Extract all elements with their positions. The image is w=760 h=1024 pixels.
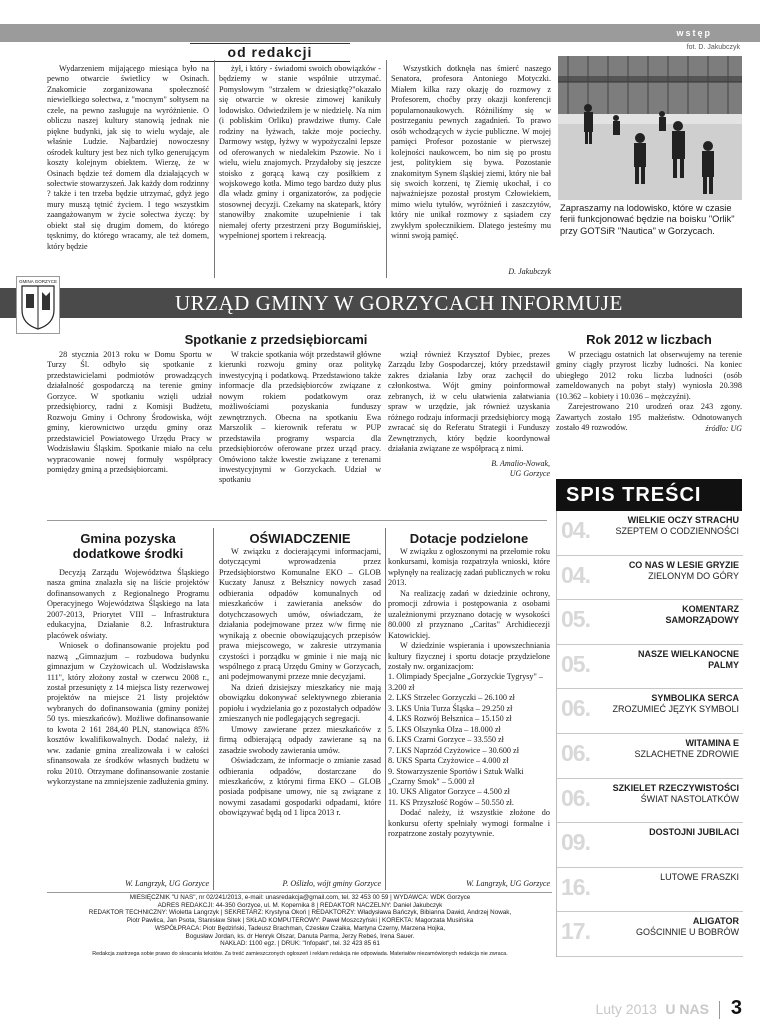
toc-item[interactable] — [557, 511, 743, 556]
toc-entry-subtitle: ZROZUMIEĆ JĘZYK SYMBOLI — [612, 704, 739, 715]
section-tag: wstęp — [676, 28, 712, 38]
divider — [385, 528, 386, 890]
toc-entry — [609, 604, 739, 626]
gmina-title: Gmina pozyska dodatkowe środki — [72, 531, 184, 561]
toc-title: SPIS TREŚCI — [556, 479, 742, 511]
rok-text: W przeciągu ostatnich lat obserwujemy na terenie gminy ciągły przyrost liczby ludności. Na koniec ubiegłego 2012 roku liczba ludności (osób zameldowanych na pobyt stały) wyniosła 20.398 (10.362 – kobiety i 10.036 – mężczyźni). Zarejestrowano 210 urodzeń oraz 243 zgony. Zawartych zostało 195 małżeństw. Odnotowanych zostało 49 rozwodów. — [556, 350, 742, 433]
toc-page-number: 05. — [561, 606, 590, 633]
oswiadczenie-signature: P. Oślizło, wójt gminy Gorzyce — [282, 879, 381, 888]
oswiadczenie-text: W związku z docierającymi informacjami, dotyczącymi wprowadzenia przez Przedsiębiorstwo Komunalne EKO – GLOB Kuczaty Janusz z Bełsznicy nowych zasad odbierania odpadów komunalnych od mieszkańców i zawierania aneksów do dotychczasowych umów, oświadczam, że działania podejmowane przez w/w firmę nie wynikają z obecnie obowiązujących przepisów prawa miejscowego, w zakresie utrzymania czystości i porządku w gminie i nie mają nic wspólnego z pracą Urzędu Gminy w Gorzycach, ani podejmowanymi przeze mnie decyzjami. Na dzień dzisiejszy mieszkańcy nie mają obowiązku dokonywać selektywnego zbierania popiołu i wydzielania go z pozostałych odpadów zmieszanych nie podlegających segregacji. Umowy zawierane przez mieszkańców z firmą odbierającą odpady zawierane są na zasadzie swobody zawierania umów. Oświadczam, że informacje o zmianie zasad odbierania odpadów, dostarczane do mieszkańców, z którymi firma EKO – GLOB posiada podpisane umowy, nie są związane z nowymi zasadami gospodarki odpadami, które obowiązywać będą od 1 lipca 2013 r. — [219, 547, 381, 818]
dotacje-list-item: 2. LKS Strzelec Gorzyczki – 26.100 zł — [388, 693, 515, 703]
toc-entry — [609, 649, 739, 671]
photo-credit: fot. D. Jakubczyk — [686, 44, 740, 51]
toc-entry-subtitle: ZIELONYM DO GÓRY — [648, 570, 739, 581]
toc-entry-title: KOMENTARZ SAMORZĄDOWY — [665, 604, 739, 626]
photo-caption: Zapraszamy na lodowisko, które w czasie ferii funkcjonować będzie na boisku "Orlik" przy GOTSiR "Nautica" w Gorzycach. — [560, 203, 735, 236]
rok-source: źródło: UG — [705, 424, 742, 433]
masthead: MIESIĘCZNIK "U NAS", nr 02/241/2013, e-mail: unasredakcja@gmail.com, tel. 32 453 00 59 | WYDAWCA: WDK Gorzyce ADRES REDAKCJI: 44-350 Gorzyce, ul. M. Kopernika 8 | REDAKTOR NACZELNY: Daniel Jakubczyk REDAKTOR TECHNICZNY: Wioletta Langrzyk | SEKRETARZ: Krystyna Okoń | REDAKTORZY: Władysława Bańczyk, Bibianna Dawid, Andrzej Nowak, Piotr Pawlica, Jan Psota, Stanisław Sitek | SKŁAD KOMPUTEROWY: Paweł Moszczyński | KOREKTA: Magorzata Musińska WSPÓŁPRACA: Piotr Będziński, Tadeusz Brachman, Czesław Czaika, Martyna Czerny, Marzena Hojka, Bogusław Jordan, ks. dr Henryk Olszar, Danuta Parma, Jerzy Rebeś, Irena Sauer. NAKŁAD: 1100 egz. | DRUK: "Infopakt", tel. 32 423 85 61 Redakcja zastrzega sobie prawo do skracania tekstów. Za treść zamieszczonych ogłoszeń i reklam redakcja nie odpowiada. Materiałów niezamówionych redakcja nie zwraca. — [88, 894, 512, 957]
toc-entry-title: ALIGATOR — [692, 916, 739, 927]
gmina-text: Decyzją Zarządu Województwa Śląskiego nasza gmina znalazła się na liście projektów dofinansowanych z Regionalnego Programu Operacyjnego Województwa Śląskiego na lata 2007-2013, Priorytet VIII – Infrastruktura edukacyjna, Działanie 8.2. Infrastruktura placówek oświaty. Wniosek o dofinansowanie projektu pod nazwą „Gimnazjum – rozbudowa budynku gimnazjum w Czyżowicach ul. Wodzisławska 111", który złożony został w czerwcu 2008 r., został przesunięty z 14 miejsca listy rezerwowej projektów na miejsce 21 listy projektów wybranych do dofinansowania (gminy poniżej 50 tys. mieszkańców). Możliwe dofinansowanie to kwota 2 161 284,40 PLN, stanowiąca 85% kosztów kwalifikowalnych. Dodać należy, iż ww. zadanie gmina zrealizowała i w całości sfinansowała ze środków własnych budżetu w roku 2010. Otrzymane dofinansowanie zostanie wykorzystane na zmniejszenie zadłużenia gminy. — [47, 568, 209, 787]
dotacje-list-item: 7. LKS Naprzód Czyżowice – 30.600 zł — [388, 745, 519, 755]
gmina-signature: W. Langrzyk, UG Gorzyce — [125, 879, 209, 888]
toc-entry — [609, 693, 739, 715]
toc-entry — [609, 827, 739, 838]
toc-page-number: 06. — [561, 740, 590, 766]
toc-entry-title: NASZE WIELKANOCNE PALMY — [638, 648, 739, 670]
toc-entry-title: WITAMINA E — [685, 738, 739, 748]
editorial-signature: D. Jakubczyk — [508, 267, 551, 276]
toc-entry — [609, 872, 739, 883]
editorial-col-2: żył, i który - świadomi swoich obowiązków - będziemy w stanie wspólnie utrzymać. Pomysłowym "strzałem w dziesiątkę?"okazało się otwarcie w okresie zimowej kanikuły lodowisko. Odwiedziłem je w niedzielę. Na nim (i pobliskim Orliku) prawdziwe tłumy. Całe rodziny na łyżwach, także moje pociechy. Darmowy wstęp, łyżwy w wypożyczalni lepsze od oferowanych w niedalekim Pszowie. No i wielu, wielu znajomych. Przydałoby się jeszcze stoisko z gorącą kawą czy posiłkiem z wojskowego kotła. Mimo tego bardzo duży plus dla władz gminy i organizatorów, za podjęcie stosownej decyzji. Czekamy na skatepark, który stanowiłby znakomite uzupełnienie i tak niemałej oferty przestrzeni przy Bogumińskiej, wypełnionej sportem i rekreacją. — [219, 64, 381, 241]
section-banner: URZĄD GMINY W GORZYCACH INFORMUJE — [0, 288, 742, 318]
dotacje-list-item: 5. LKS Olszynka Olza – 18.000 zł — [388, 724, 501, 734]
toc-page-number: 04. — [561, 561, 590, 588]
toc-item[interactable] — [557, 868, 743, 913]
toc-entry-subtitle: SZEPTEM O CODZIENNOŚCI — [615, 526, 739, 536]
dotacje-list-item: 3. LKS Unia Turza Śląska – 29.250 zł — [388, 703, 513, 713]
toc-item[interactable] — [557, 734, 743, 779]
divider — [719, 1001, 720, 1019]
toc-entry — [609, 560, 739, 582]
magazine-name: U NAS — [665, 1001, 709, 1017]
toc-page-number: 17. — [561, 918, 590, 945]
editorial-col-3: Wszystkich dotknęła nas śmierć naszego Senatora, profesora Antoniego Motyczki. Miałem kilka razy okazję do rozmowy z Profesorem, choćby przy okazji konferencji popularnonaukowych. Różniliśmy się w postrzeganiu pewnych zagadnień. To prawo osób wchodzących w życie publiczne. W mojej pamięci Profesor pozostanie w pierwszej kolejności naukowcem, bo nim się po prostu jest, politykiem się bywa. Pozostanie znakomitym Synem śląskiej ziemi, który nie bał się swoich korzeni, tę Ziemię ukochał, i co najważniejsze pozostał prostym Człowiekiem, mimo wielu tytułów, wyróżnień i zaszczytów, który nie unikał rozmowy z sąsiadem czy zwykłym społecznikiem. Dlatego jesteśmy mu winni swoją pamięć. — [391, 64, 551, 241]
editorial-col-1: Wydarzeniem mijającego miesiąca było na pewno otwarcie świetlicy w Osinach. Znakomicie zorganizowana społeczność niewielkiego sołectwa, z "mocnym" sołtysem na czele, na pewno zasługuje na wyróżnienie. O obliczu naszej kultury stanowią jednak nie piękne budynki, jak się to wielu wydaje, ale właśnie Ludzie. Najbardziej nowoczesny ośrodek kultury jest bez nich tylko generującym koszty kolejnym obiektem. Wierzę, że w Osinach będzie teź domem dla działających w sołectwie stowarzyszeń. Jak każdy dom rodzinny ? także i ten trzeba będzie utrzymać, gdyż jego mury muszą tętnić życiem. I tego wszystkim zaangażowanym w życie sołectwa życzę: by obiekt stał się drugim domem, do którego tęsknimy, do którego wracamy, ale też domem, który będzie — [47, 64, 209, 251]
crest-label: GMINA GORZYCE — [18, 279, 57, 284]
dotacje-list-item: 4. LKS Rozwój Bełsznica – 15.150 zł — [388, 714, 512, 724]
spotkanie-col-1: 28 stycznia 2013 roku w Domu Sportu w Turzy Śl. odbyło się spotkanie z przedstawicielami podmiotów prowadzących działalność gospodarczą na terenie gminy Gorzyce. W spotkaniu wzięli udział przedsiębiorcy, radni z Komisji Budżetu, Rozwoju Gminy i Ochrony Środowiska, wójt gminy, kierownictwo urzędu gminy oraz przedstawiciel Powiatowego Urzędu Pracy w Wodzisławiu Śląskim. Spotkanie miało na celu wypracowanie nowej formuły współpracy pomiędzy gminą a przedsiębiorcami. — [47, 350, 212, 474]
toc-entry-title: DOSTOJNI JUBILACI — [649, 827, 739, 838]
divider — [213, 528, 214, 890]
toc-entry-subtitle: SZLACHETNE ZDROWIE — [634, 749, 739, 759]
divider — [214, 60, 215, 278]
separator — [47, 520, 547, 521]
toc-item[interactable] — [557, 600, 743, 645]
dotacje-list — [388, 672, 550, 808]
page-number: 3 — [730, 997, 742, 1019]
spotkanie-signature: B. Amalio-Nowak, UG Gorzyce — [491, 459, 550, 478]
toc-page-number: 06. — [561, 695, 590, 722]
toc-page-number: 04. — [561, 517, 590, 543]
rok-title: Rok 2012 w liczbach — [586, 332, 712, 347]
spotkanie-col-2: W trakcie spotkania wójt przedstawił główne kierunki rozwoju gminy oraz politykę inwestycyjną i podatkową. Przedstawiono także informacje dla przedsiębiorców związane z nowym rokiem podatkowym oraz możliwościami pozyskania funduszy zewnętrznych. Obecna na spotkaniu Ewa Marszolik – kierownik referatu w PUP przedstawiła programy wsparcia dla przedsiębiorców oferowane przez urząd pracy. Omówiono także kwestie związane z terenami inwestycyjnymi w Gorzyckach. Udział w spotkaniu — [219, 350, 381, 485]
dotacje-list-item: 6. LKS Czarni Gorzyce – 33.550 zł — [388, 735, 504, 745]
toc-page-number: 05. — [561, 650, 590, 677]
toc-page-number: 06. — [561, 784, 590, 811]
toc-item[interactable] — [557, 556, 743, 601]
dotacje-title: Dotacje podzielone — [409, 531, 529, 546]
toc-page-number: 16. — [561, 873, 590, 900]
divider — [386, 60, 387, 278]
toc-entry — [609, 916, 739, 938]
top-bar — [0, 24, 760, 42]
dotacje-list-item: 1. Olimpiady Specjalne „Gorzyckie Tygrysy" – 3.200 zł — [388, 672, 543, 692]
toc-entry-subtitle: LUTOWE FRASZKI — [660, 871, 739, 882]
dotacje-text: W związku z ogłoszonymi na przełomie roku konkursami, komisja rozpatrzyła wnioski, które wpłynęły na realizację zadań publicznych w roku 2013. Na realizację zadań w dziedzinie ochrony, promocji zdrowia i postępowania z osobami uzależnionymi przyznano dotację w wysokości 80.000 zł przyznano „Caritas" Archidiecezji Katowickiej. W dziedzinie wspierania i upowszechniania kultury fizycznej i sportu dotacje przydzielone zostały nw. organizacjom: 1. Olimpiady Specjalne „Gorzyckie Tygrysy" – 3.200 zł 2. LKS Strzelec Gorzyczki – 26.100 zł 3. LKS Unia Turza Śląska – 29.250 zł 4. LKS Rozwój Bełsznica – 15.150 zł 5. LKS Olszynka Olza – 18.000 zł 6. LKS Czarni Gorzyce – 33.550 zł 7. LKS Naprzód Czyżowice – 30.600 zł 8. UKS Sparta Czyżowice – 4.000 zł 9. Stowarzyszenie Sportów i Sztuk Walki „Czarny Smok" – 5.000 zł 10. UKS Aligator Gorzyce – 4.500 zł 11. KS Przyszłość Rogów – 50.550 zł. Dodać należy, iż wszystkie złożone do konkursu oferty spełniały wymogi formalne i rozpatrzone zostały pozytywnie. — [388, 547, 550, 839]
toc-entry-subtitle: ŚWIAT NASTOLATKÓW — [640, 793, 739, 804]
toc-item[interactable] — [557, 689, 743, 734]
spotkanie-title: Spotkanie z przedsiębiorcami — [184, 332, 368, 347]
toc-entry-title: CO NAS W LESIE GRYZIE — [628, 559, 739, 570]
dotacje-signature: W. Langrzyk, UG Gorzyce — [466, 879, 550, 888]
toc-item[interactable] — [557, 912, 743, 957]
toc-entry-subtitle: GOŚCINNIE U BOBRÓW — [635, 927, 739, 938]
section-title: od redakcji — [190, 43, 350, 62]
skating-rink-photo — [558, 56, 742, 200]
table-of-contents — [556, 511, 742, 957]
toc-item[interactable] — [557, 779, 743, 824]
toc-entry — [609, 783, 739, 805]
page-footer — [0, 994, 742, 1024]
toc-page-number: 09. — [561, 829, 590, 856]
issue-month: Luty 2013 — [595, 1001, 657, 1017]
spotkanie-col-3: wziął również Krzysztof Dybiec, prezes Zarządu Izby Gospodarczej, który przedstawił zakres działania Izby oraz zachęcił do członkostwa. Wójt gminy poinformował zebranych, iż w celu ułatwienia załatwiania spraw w urzędzie, jak również uzyskania różnego rodzaju informacji przedsiębiorcy mogą zwracać się do Referatu Strategii i Funduszy Zewnętrznych, który będzie koordynował działania związane ze współpracą z nimi. — [388, 350, 550, 454]
toc-entry-title: WIELKIE OCZY STRACHU — [627, 515, 739, 525]
toc-entry-title: SZKIELET RZECZYWISTOŚCI — [612, 782, 739, 793]
separator — [47, 892, 552, 893]
toc-item[interactable] — [557, 823, 743, 868]
toc-entry — [609, 738, 739, 760]
toc-entry — [609, 515, 739, 537]
toc-entry-title: SYMBOLIKA SERCA — [651, 693, 739, 704]
gmina-crest — [16, 276, 60, 334]
dotacje-list-item: 11. KS Przyszłość Rogów – 50.550 zł. — [388, 797, 514, 807]
oswiadczenie-title: OŚWIADCZENIE — [249, 531, 351, 546]
dotacje-list-item: 8. UKS Sparta Czyżowice – 4.000 zł — [388, 756, 509, 766]
dotacje-list-item: 9. Stowarzyszenie Sportów i Sztuk Walki „Czarny Smok" – 5.000 zł — [388, 766, 524, 786]
dotacje-list-item: 10. UKS Aligator Gorzyce – 4.500 zł — [388, 787, 510, 797]
toc-item[interactable] — [557, 645, 743, 690]
